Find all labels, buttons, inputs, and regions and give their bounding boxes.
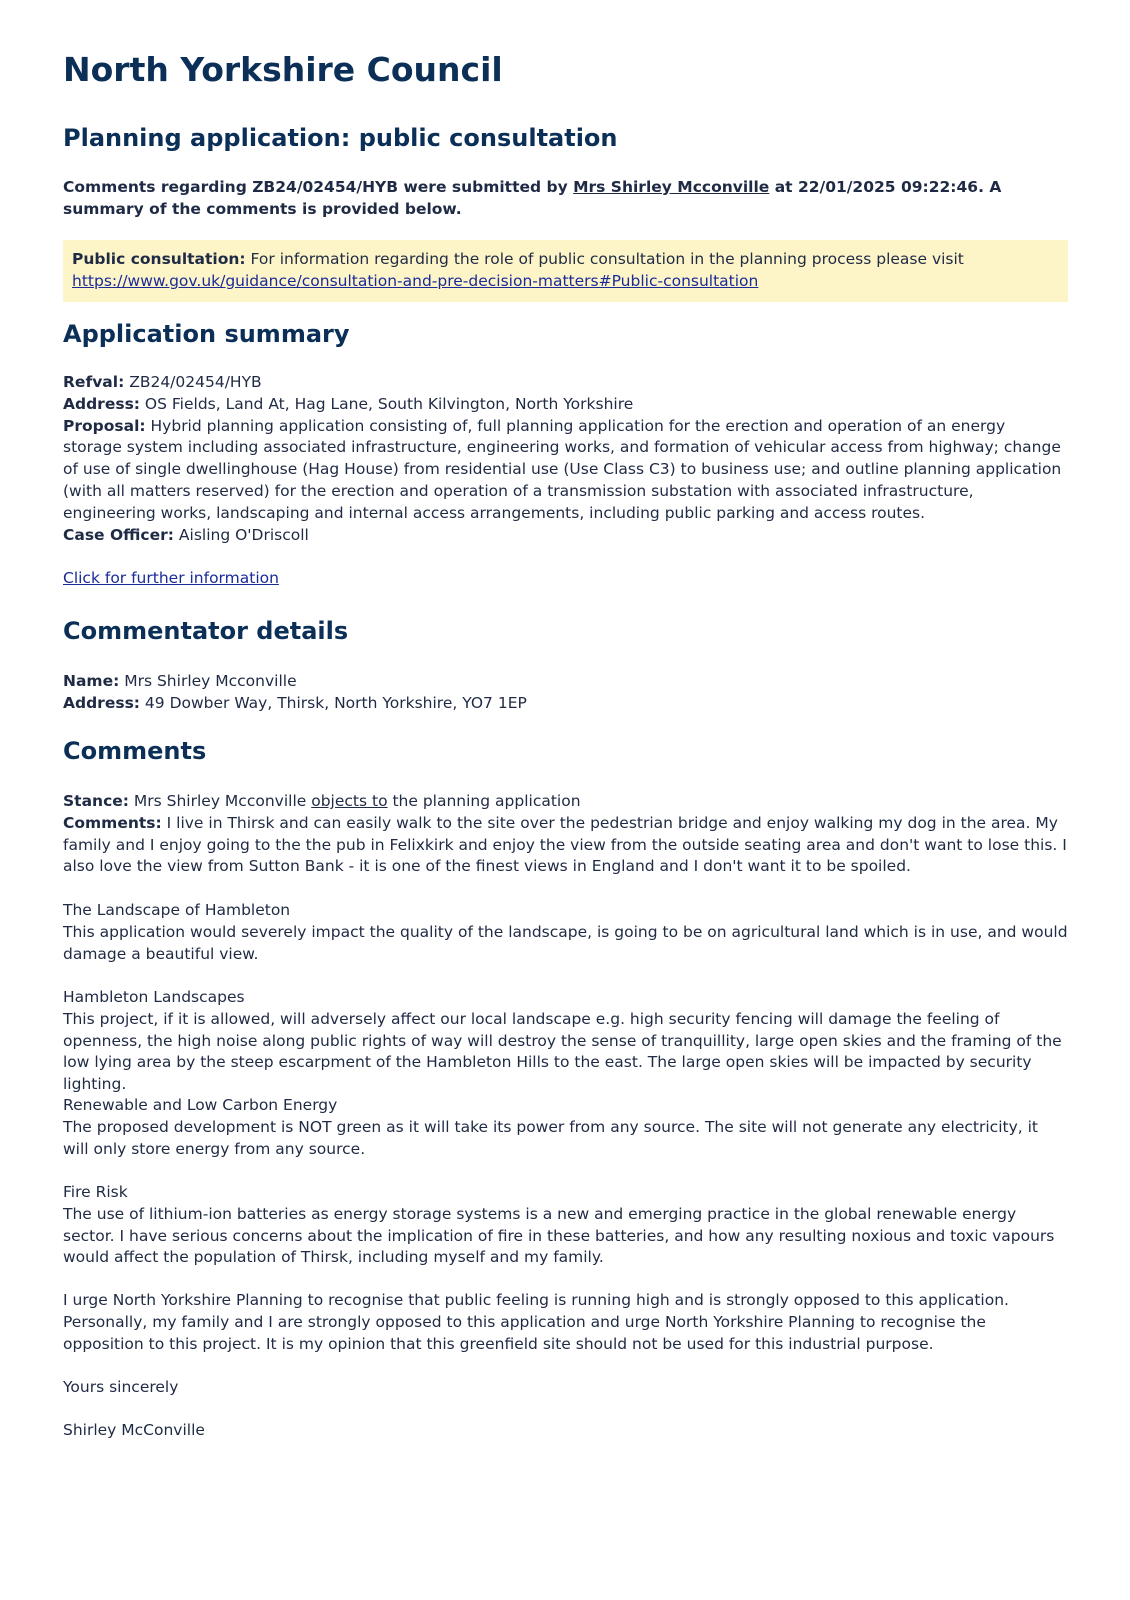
case-officer-row: Case Officer: Aisling O'Driscoll [63,525,309,544]
commentator-name-row: Name: Mrs Shirley Mcconville [63,672,297,690]
stance-row: Stance: Mrs Shirley Mcconville objects to the planning application [63,792,581,810]
address-row: Address: OS Fields, Land At, Hag Lane, South Kilvington, North Yorkshire [63,394,634,413]
banner-text: For information regarding the role of public consultation in the planning process please visit [245,250,964,268]
consultation-link[interactable]: https://www.gov.uk/guidance/consultation-and-pre-decision-matters#Public-consultation [72,272,759,290]
section-hambleton-landscapes: Hambleton Landscapes This project, if it is allowed, will adversely affect our local landscape e.g. high security fencing will damage the feeling of openness, the high noise along public rights of way will destroy the sense of tranquillity, large open skies and the framing of the low lying area by the steep escarpment of the Hambleton Hills to the east. The large open skies will be impacted by security lighting. [63,988,1062,1094]
comments-heading: Comments [63,737,207,765]
intro-statement: Comments regarding ZB24/02454/HYB were submitted by Mrs Shirley Mcconville at 22/01/2025 09:22:46. A summary of the comments is provided below. [63,178,1002,218]
comments-body [63,791,1068,878]
submitter-link[interactable]: Mrs Shirley Mcconville [573,178,770,196]
application-summary-heading: Application summary [63,320,350,348]
banner-label: Public consultation: [72,250,246,268]
consultation-banner [63,240,1068,302]
refval-row: Refval: ZB24/02454/HYB [63,373,262,391]
commentator-details [63,671,1068,715]
council-title: North Yorkshire Council [63,50,503,89]
commentator-heading: Commentator details [63,617,349,645]
comments-row: Comments: I live in Thirsk and can easily walk to the site over the pedestrian bridge and enjoy walking my dog in the area. My family and I enjoy going to the the pub in Felixkirk and enjoy the view from the outside seating area and don't want to lose this. I also love the view from Sutton Bank - it is one of the finest views in England and I don't want it to be spoiled. [63,813,1067,876]
stance-value: objects to [311,792,388,810]
page-subtitle: Planning application: public consultation [63,124,618,152]
section-fire-risk: Fire Risk The use of lithium-ion batteries as energy storage systems is a new and emerging practice in the global renewable energy sector. I have serious concerns about the implication of fire in these batteries, and how any resulting noxious and toxic vapours would affect the population of Thirsk, including myself and my family. [63,1183,1055,1267]
section-renewable-energy: Renewable and Low Carbon Energy The proposed development is NOT green as it will take its power from any source. The site will not generate any electricity, it will only store energy from any source. [63,1096,1038,1158]
further-info [63,568,1068,590]
sign-off: Yours sincerely [63,1378,179,1396]
further-info-link[interactable]: Click for further information [63,569,279,587]
closing-paragraph: I urge North Yorkshire Planning to recognise that public feeling is running high and is strongly opposed to this application. Personally, my family and I are strongly opposed to this application and urge North Yorkshire Planning to recognise the opposition to this project. It is my opinion that this greenfield site should not be used for this industrial purpose. [63,1291,1009,1353]
section-landscape: The Landscape of Hambleton This application would severely impact the quality of the landscape, is going to be on agricultural land which is in use, and would damage a beautiful view. [63,901,1068,963]
proposal-row: Proposal: Hybrid planning application consisting of, full planning application for the erection and operation of an energy storage system including associated infrastructure, engineering works, and formation of vehicular access from highway; change of use of single dwellinghouse (Hag House) from residential use (Use Class C3) to business use; and outline planning application (with all matters reserved) for the erection and operation of a transmission substation with associated infrastructure, engineering works, landscaping and internal access arrangements, including public parking and access routes. [63,416,1062,522]
commentator-address-row: Address: 49 Dowber Way, Thirsk, North Yorkshire, YO7 1EP [63,693,527,712]
application-summary [63,372,1068,546]
signature: Shirley McConville [63,1421,205,1439]
